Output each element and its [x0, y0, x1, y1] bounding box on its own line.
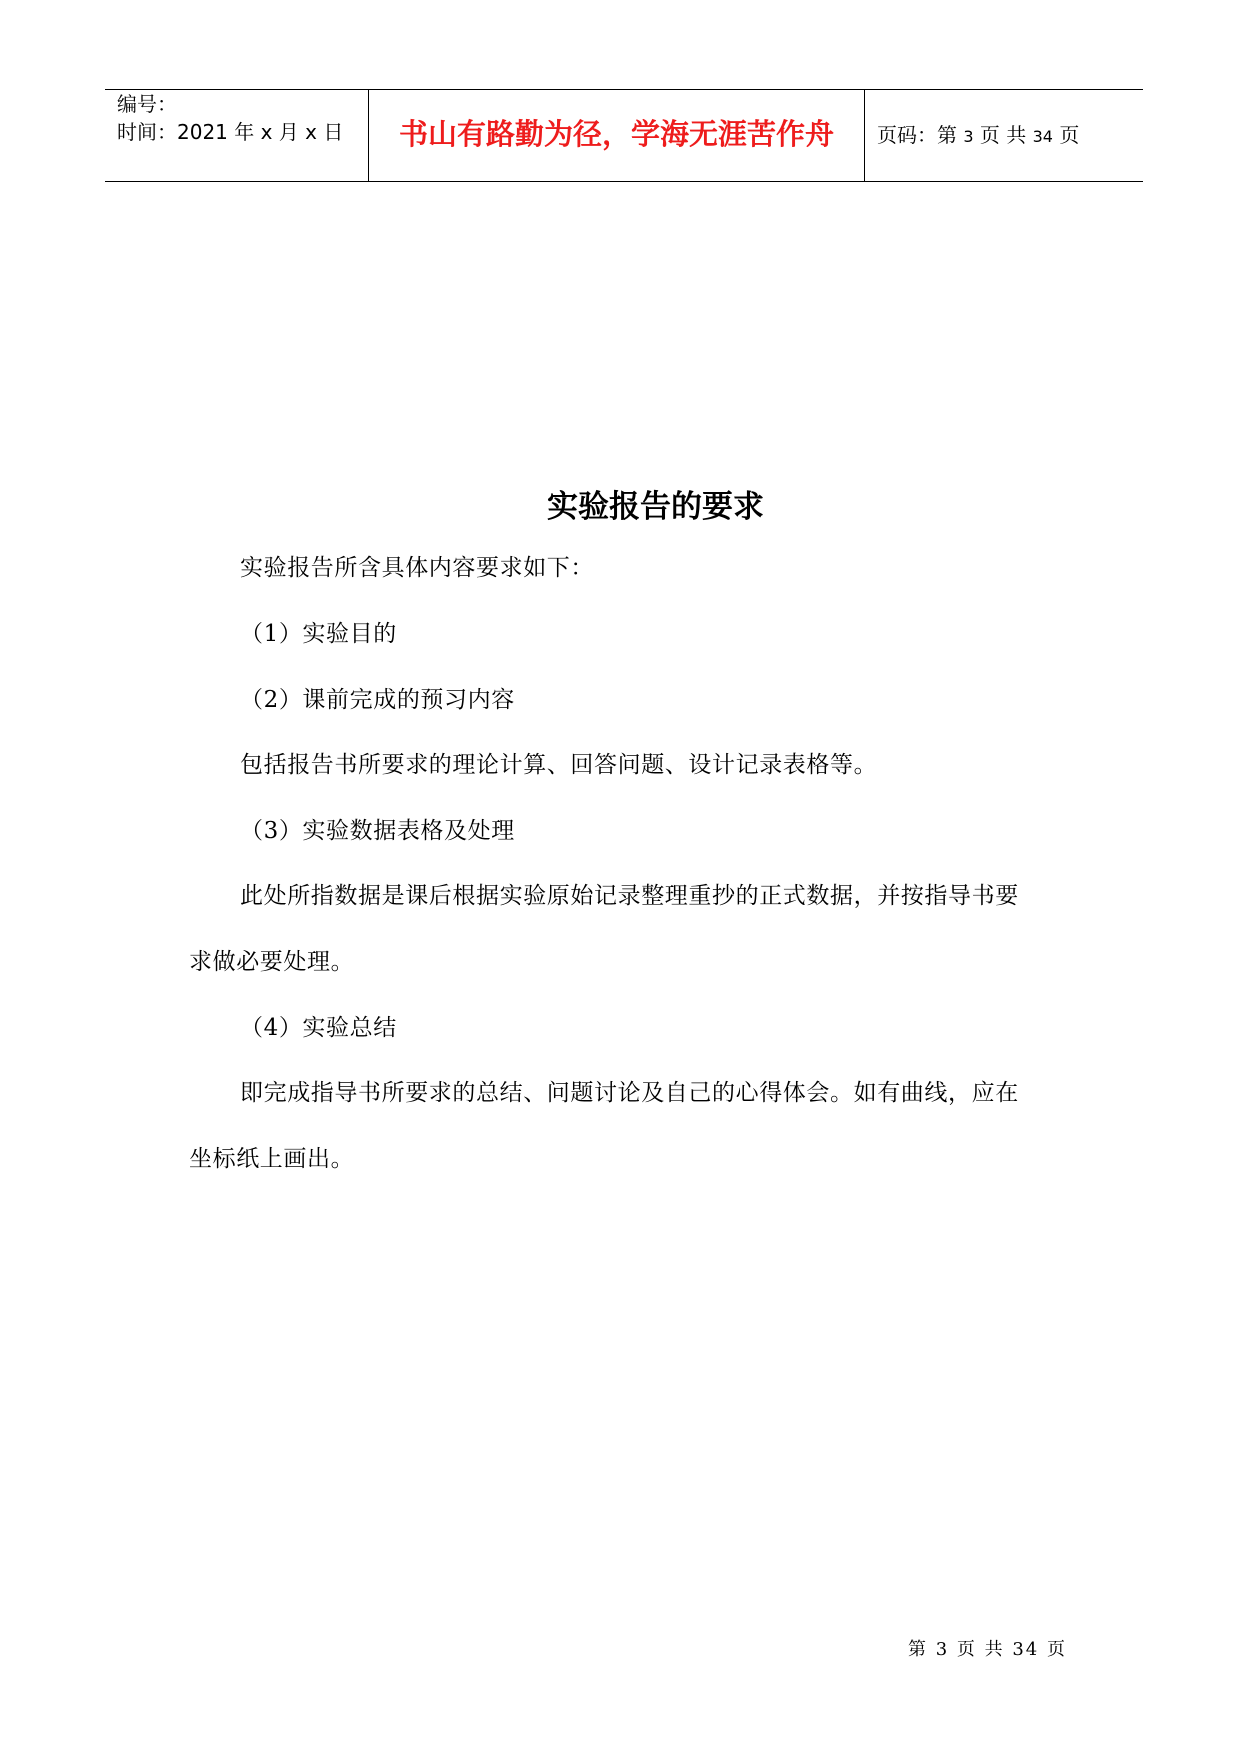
- paragraph-item-4: （4）实验总结: [240, 1015, 397, 1041]
- paragraph-item-3-detail-line1: 此处所指数据是课后根据实验原始记录整理重抄的正式数据，并按指导书要: [240, 883, 1019, 909]
- paragraph-item-3: （3）实验数据表格及处理: [240, 818, 515, 844]
- page-prefix: 页码：第: [877, 123, 957, 147]
- page-suffix: 页: [1059, 123, 1080, 147]
- header-table: [105, 89, 1143, 182]
- page-indicator: [877, 123, 1079, 149]
- page-total: 34: [1032, 127, 1053, 146]
- page-footer: 第 3 页 共 34 页: [908, 1639, 1067, 1660]
- page-current: 3: [963, 127, 974, 146]
- serial-number-label: 编号：: [117, 92, 177, 116]
- page-middle: 页 共: [979, 123, 1027, 147]
- paragraph-intro: 实验报告所含具体内容要求如下：: [240, 555, 594, 581]
- paragraph-item-3-detail-line2: 求做必要处理。: [189, 949, 355, 975]
- paragraph-item-4-detail-line1: 即完成指导书所要求的总结、问题讨论及自己的心得体会。如有曲线，应在: [240, 1080, 1019, 1106]
- paragraph-item-1: （1）实验目的: [240, 621, 397, 647]
- document-title: 实验报告的要求: [547, 489, 764, 525]
- motto-text: 书山有路勤为径，学海无涯苦作舟: [398, 117, 834, 151]
- paragraph-item-2-detail: 包括报告书所要求的理论计算、回答问题、设计记录表格等。: [240, 752, 878, 778]
- time-label: 时间：2021 年 x 月 x 日: [117, 120, 344, 144]
- header-motto-cell: [369, 90, 865, 181]
- header-page-cell: [865, 90, 1143, 181]
- header-info-cell: [105, 90, 369, 181]
- paragraph-item-2: （2）课前完成的预习内容: [240, 687, 515, 713]
- paragraph-item-4-detail-line2: 坐标纸上画出。: [189, 1146, 355, 1172]
